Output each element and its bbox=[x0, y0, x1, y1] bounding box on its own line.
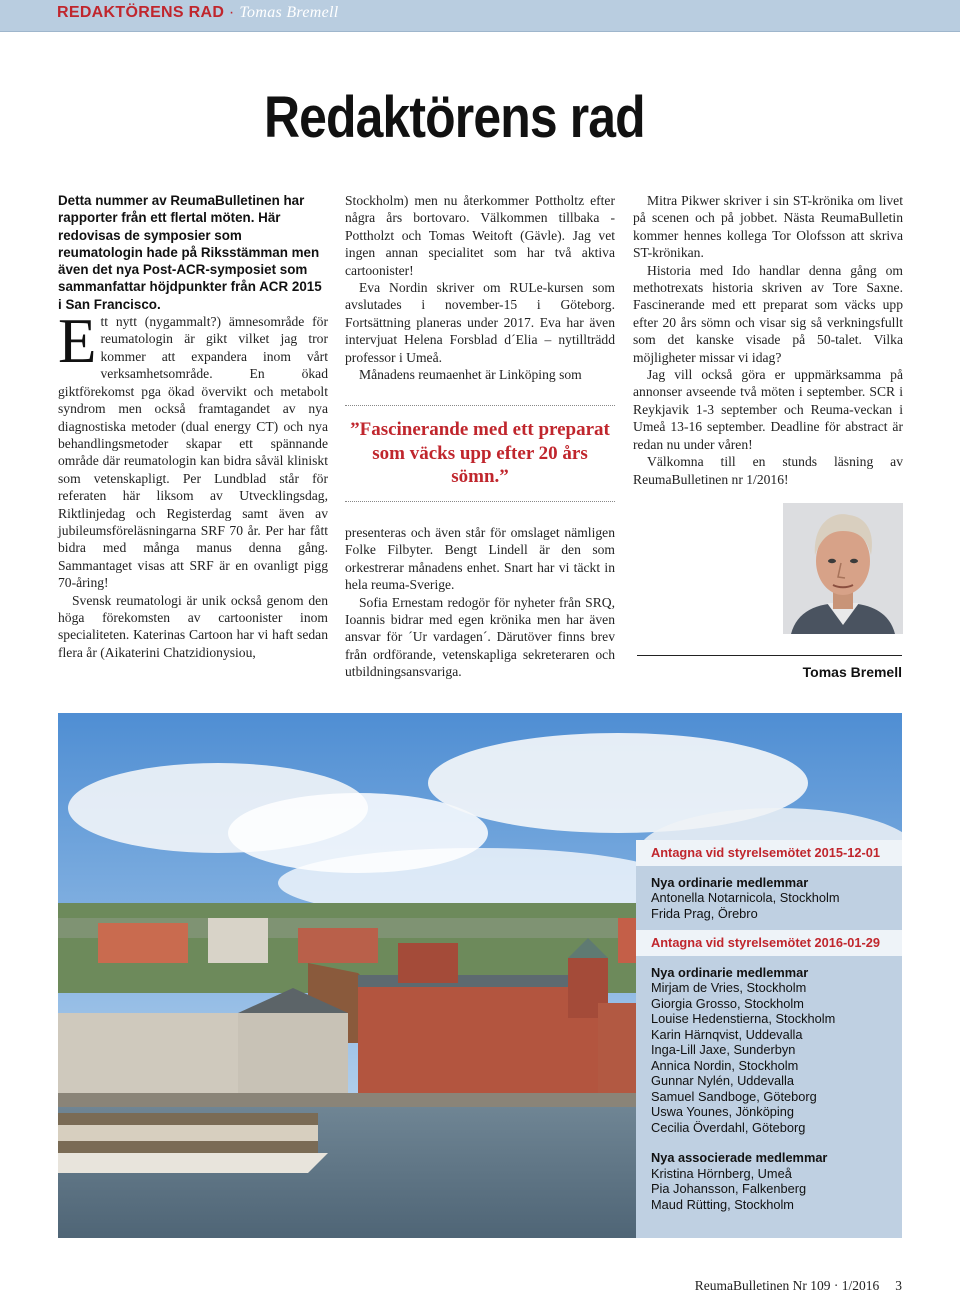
body-paragraph: Mitra Pikwer skriver i sin ST-krönika om livet på scenen och på jobbet. Nästa ReumaBulletin kommer hennes kollega Tor Olofsson att skriva ST-krönikan. bbox=[633, 193, 903, 261]
members-subheading: Nya associerade medlemmar bbox=[651, 1150, 828, 1165]
member-item: Samuel Sandboge, Göteborg bbox=[651, 1088, 817, 1104]
body-paragraph: Jag vill också göra er uppmärksamma på annonser avseende två möten i september. SCR i Reykjavik 1-3 september och Reuma-veckan i Umeå 13-16 september. Deadline för abstract är redan nu under våren! bbox=[633, 367, 903, 452]
member-item: Annica Nordin, Stockholm bbox=[651, 1057, 799, 1073]
body-paragraph bbox=[58, 306, 328, 592]
header-bar bbox=[0, 0, 960, 32]
section-name: REDAKTÖRENS RAD bbox=[57, 4, 225, 21]
page-number: 3 bbox=[895, 1278, 902, 1293]
section-label bbox=[57, 4, 338, 22]
portrait-illustration bbox=[783, 503, 903, 634]
body-paragraph: Sofia Ernestam redogör för nyheter från SRQ, Ioannis bidrar med egen krönika men har även ansvar för ´Ur vardagen´. Därutöver finns brev från ordförande, vetenskapliga sekreteraren och utbildningsansvariga. bbox=[345, 594, 615, 680]
author-portrait bbox=[783, 503, 903, 634]
page-footer bbox=[695, 1278, 902, 1294]
member-item: Louise Hedenstierna, Stockholm bbox=[651, 1011, 836, 1026]
member-item: Mirjam de Vries, Stockholm bbox=[651, 980, 807, 995]
column-3 bbox=[633, 192, 903, 488]
members-block-1 bbox=[636, 866, 902, 931]
member-item: Giorgia Grosso, Stockholm bbox=[651, 995, 804, 1011]
members-subheading: Nya ordinarie medlemmar bbox=[651, 874, 809, 890]
member-item: Gunnar Nylén, Uddevalla bbox=[651, 1073, 794, 1088]
new-members-box bbox=[636, 840, 902, 1238]
members-block-2 bbox=[636, 956, 902, 1222]
member-item: Maud Rütting, Stockholm bbox=[651, 1196, 794, 1212]
body-paragraph: Månadens reumaenhet är Linköping som bbox=[359, 367, 582, 383]
header-separator: · bbox=[228, 4, 235, 21]
drop-cap: E bbox=[58, 306, 97, 377]
member-item: Antonella Notarnicola, Stockholm bbox=[651, 890, 840, 905]
body-paragraph: Eva Nordin skriver om RULe-kursen som avslutades i november-15 i Göteborg. Fortsättning planeras under 2017. Eva har även intervjuat Helena Forsblad d´Elia – nytillträdd professor i Umeå. bbox=[345, 280, 615, 365]
page-title: Redaktörens rad bbox=[264, 85, 645, 150]
member-item: Uswa Younes, Jönköping bbox=[651, 1104, 795, 1119]
publication-info: ReumaBulletinen Nr 109 · 1/2016 bbox=[694, 1278, 880, 1293]
board-meeting-heading-1: Antagna vid styrelsemötet 2015-12-01 bbox=[636, 840, 902, 866]
body-paragraph: Svensk reumatologi är unik också genom den höga förekomsten av cartoonister inom specialiteten. Katerinas Cartoon har vi haft sedan flera år (Aikaterini Chatzidionysiou, bbox=[58, 592, 328, 660]
member-item: Cecilia Överdahl, Göteborg bbox=[651, 1119, 806, 1135]
members-subheading: Nya ordinarie medlemmar bbox=[651, 964, 809, 980]
header-author: Tomas Bremell bbox=[239, 4, 339, 21]
member-item: Karin Härnqvist, Uddevalla bbox=[651, 1026, 803, 1042]
byline-rule bbox=[637, 655, 902, 656]
pull-quote: ”Fascinerande med ett preparat som väcks upp efter 20 års sömn.” bbox=[345, 405, 615, 502]
lead-paragraph: Detta nummer av ReumaBulletinen har rapporter från ett flertal möten. Här redovisas de symposier som reumatologin hade på Riksstämman men även det nya Post-ACR-symposiet som sammanfattar höjdpunkter från ACR 2015 i San Francisco. bbox=[58, 193, 322, 312]
body-paragraph: presenteras och även står för omslaget nämligen Folke Filbyter. Bengt Lindell är den som orkestrerar månadens enhet. Snart har vi täckt in hela reuma-Sverige. bbox=[345, 524, 615, 593]
board-meeting-heading-2: Antagna vid styrelsemötet 2016-01-29 bbox=[636, 930, 902, 956]
member-item: Pia Johansson, Falkenberg bbox=[651, 1181, 807, 1196]
member-item: Frida Prag, Örebro bbox=[651, 905, 758, 921]
byline: Tomas Bremell bbox=[802, 664, 902, 680]
member-item: Inga-Lill Jaxe, Sunderbyn bbox=[651, 1042, 796, 1057]
body-paragraph: Stockholm) men nu återkommer Pottholtz efter några års bortovaro. Välkommen tillbaka - Pottholzt och Tomas Weitoft (Gävle). Jag vet ingen annan specialitet som har två aktiva cartoonister! bbox=[345, 193, 615, 278]
body-text: tt nytt (nygammalt?) ämnesområde för reumatologin är gikt vilket jag tror kommer att expandera inom vårt verksamhetsområde. En ökad giktförekomst pga ökad övervikt och metabolt syndrom men också framtagandet av nya diagnostiska metoder (dual energy CT) och nya behandlingsmetoder skapar ett spännande område där reumatologin kan bidra såväl kliniskt som vetenskapligt. Per Lundblad står för referaten här liksom av Utvecklingsdag, Riktlinjedag och Registerdag samt även av jubileumsföreläsningarna SRF 70 år. Per har fått bidra med många manus denna gång. Sammantaget visas att SRF är en ovanligt pigg 70-åring! bbox=[58, 314, 328, 591]
column-1 bbox=[58, 192, 328, 661]
member-item: Kristina Hörnberg, Umeå bbox=[651, 1165, 792, 1181]
body-paragraph: Historia med Ido handlar denna gång om methotrexats historia skriven av Tore Saxne. Fascinerande med ett preparat som väcks upp efter 20 års sömn och visar sig så verkningsfullt som det kanske visade på 50-talet. Vilka möjligheter missar vi idag? bbox=[633, 262, 903, 365]
body-paragraph: Välkomna till en stunds läsning av ReumaBulletinen nr 1/2016! bbox=[633, 454, 903, 487]
column-2 bbox=[345, 192, 615, 681]
